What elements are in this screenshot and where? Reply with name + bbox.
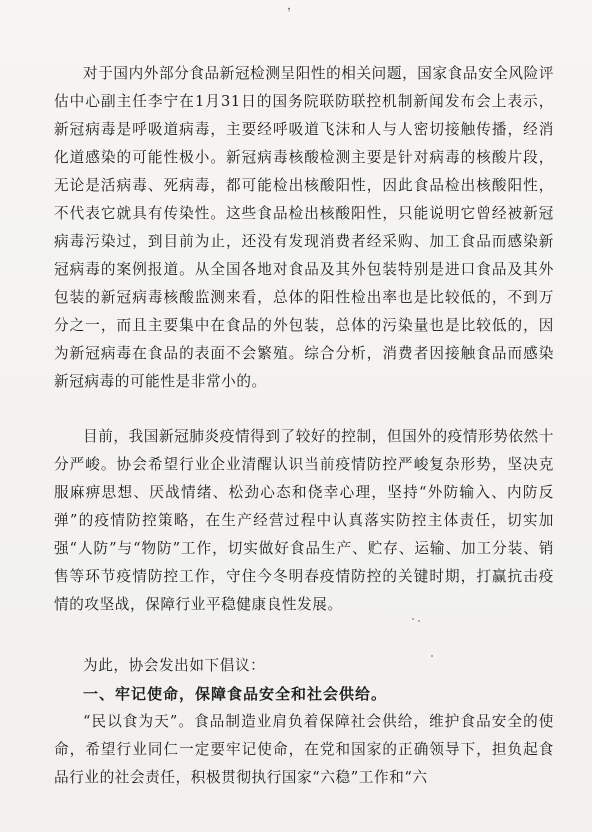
top-mark: ， (287, 0, 300, 12)
paragraph-mission: “民以食为天”。食品制造业肩负着保障社会供给，维护食品安全的使命，希望行业同仁一定要牢记使命，在党和国家的正确领导下，担负起食品行业的社会责任，积极贯彻执行国家“六稳”工作和“六 (54, 713, 554, 786)
scan-speck (431, 655, 433, 657)
section-heading-1: 一、牢记使命，保障食品安全和社会供给。 (83, 685, 388, 703)
scan-speck (412, 618, 414, 620)
paragraph-food-testing: 对于国内外部分食品新冠检测呈阳性的相关问题，国家食品安全风险评估中心副主任李宁在1月31日的国务院联防联控机制新闻发布会上表示，新冠病毒是呼吸道病毒，主要经呼吸道飞沫和人与人密切接触传播，经消化道感染的可能性极小。新冠病毒核酸检测主要是针对病毒的核酸片段，无论是活病毒、死病毒，都可能检出核酸阳性，因此食品检出核酸阳性，不代表它就具有传染性。这些食品检出核酸阳性，只能说明它曾经被新冠病毒污染过，到目前为止，还没有发现消费者经采购、加工食品而感染新冠病毒的案例报道。从全国各地对食品及其外包装特别是进口食品及其外包装的新冠病毒核酸监测来看，总体的阳性检出率也是比较低的，不到万分之一，而且主要集中在食品的外包装，总体的污染量也是比较低的，因为新冠病毒在食品的表面不会繁殖。综合分析，消费者因接触食品而感染新冠病毒的可能性是非常小的。 (54, 65, 555, 390)
scan-speck (418, 620, 420, 622)
paragraph-epidemic-situation: 目前，我国新冠肺炎疫情得到了较好的控制，但国外的疫情形势依然十分严峻。协会希望行业企业清醒认识当前疫情防控严峻复杂形势，坚决克服麻痹思想、厌战情绪、松劲心态和侥幸心理，坚持“外防输入、内防反弹”的疫情防控策略，在生产经营过程中认真落实防控主体责任，切实加强“人防”与“物防”工作，切实做好食品生产、贮存、运输、加工分装、销售等环节疫情防控工作，守住今冬明春疫情防控的关键时期，打赢抗击疫情的攻坚战，保障行业平稳健康良性发展。 (54, 428, 555, 613)
paragraph-initiative-intro: 为此，协会发出如下倡议： (83, 657, 266, 674)
